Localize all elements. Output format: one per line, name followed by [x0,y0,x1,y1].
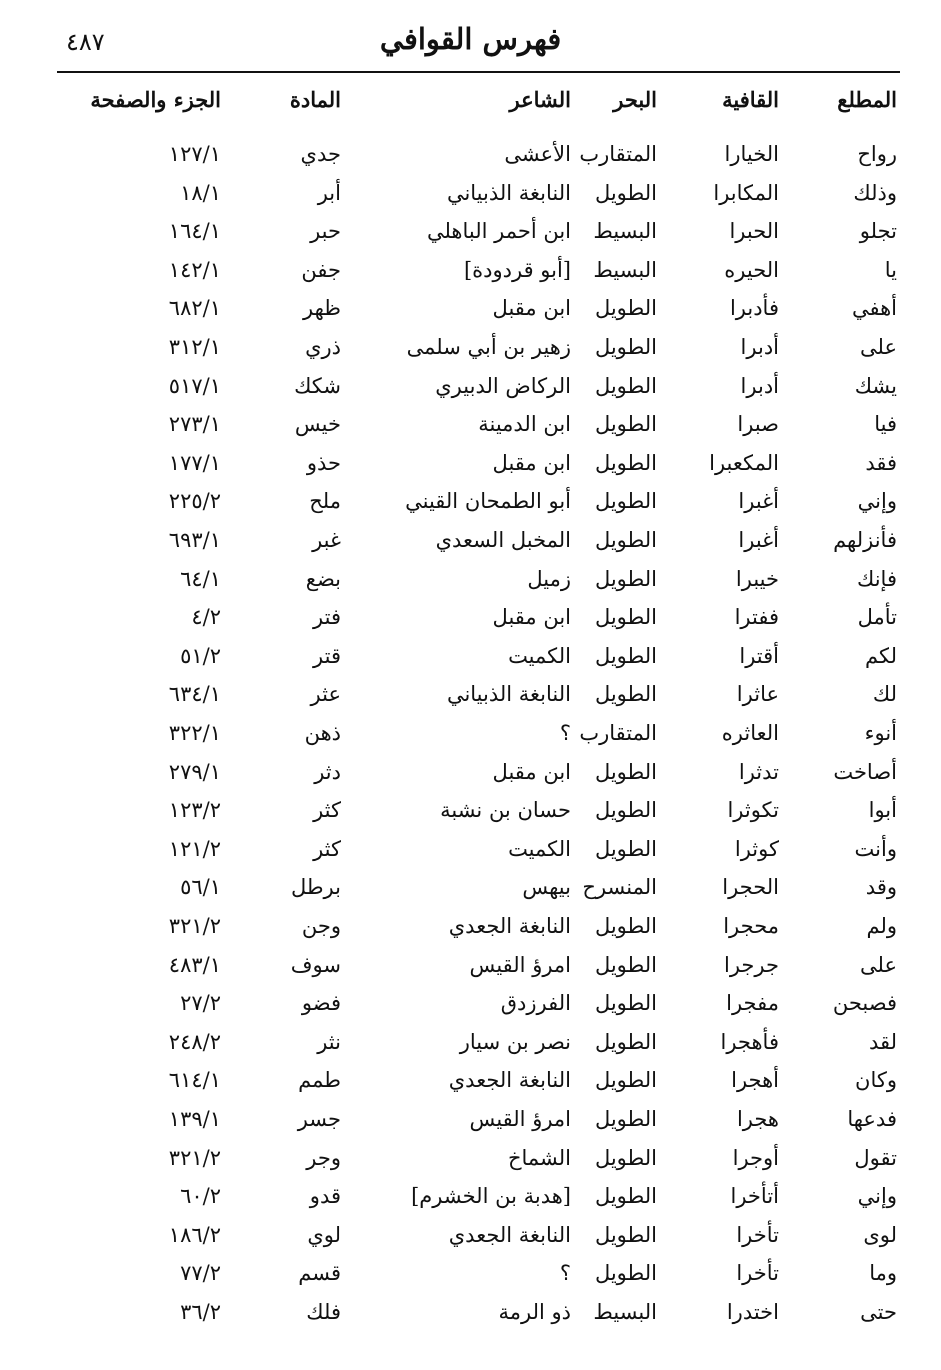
cell-ref: ٥١/٢ [180,643,221,668]
cell-root: بضع [305,566,341,591]
cell-poet: ابن مقبل [492,450,571,475]
cell-poet: [هدبة بن الخشرم] [411,1184,571,1209]
column-headers [0,82,941,118]
cell-poet: ؟ [559,1261,571,1286]
cell-poet: المخبل السعدي [435,528,571,552]
cell-opening: لك [872,682,897,707]
cell-rhyme: تدثرا [738,759,779,784]
cell-rhyme: تأخرا [736,1222,779,1247]
cell-meter: الطويل [594,1029,657,1054]
cell-opening: رواح [857,142,897,166]
cell-root: جدي [300,142,341,166]
cell-root: شكك [294,373,341,398]
cell-opening: على [860,952,897,977]
cell-root: قتر [313,643,341,668]
page-title: فهرس القوافي [379,22,562,56]
cell-meter: الطويل [594,450,657,475]
cell-poet: زهير بن أبي سلمى [406,335,571,359]
cell-rhyme: العاثره [721,721,779,745]
cell-poet: النابغة الجعدي [448,914,571,938]
table-row [0,1140,941,1176]
cell-rhyme: جرجرا [724,952,779,977]
cell-opening: وقد [865,875,897,900]
cell-root: فتر [313,605,341,630]
cell-meter: المتقارب [579,721,657,745]
cell-meter: الطويل [594,1184,657,1209]
cell-opening: أصاخت [833,759,897,784]
cell-opening: فإنك [857,566,897,591]
cell-root: كثر [313,836,341,861]
cell-poet: الكميت [508,836,571,861]
cell-ref: ٢٧/٢ [180,991,221,1016]
cell-meter: الطويل [594,798,657,823]
cell-rhyme: الخيارا [724,142,779,166]
table-row [0,869,941,905]
cell-root: برطل [290,875,341,900]
cell-ref: ١٢٣/٢ [168,798,221,823]
cell-ref: ٢٧٣/١ [168,412,221,437]
cell-ref: ٢٢٥/٢ [168,489,221,514]
cell-opening: لكم [865,643,897,668]
cell-rhyme: مفجرا [726,991,779,1016]
cell-root: قدو [309,1184,341,1209]
table-row [0,1255,941,1291]
header-ref: الجزء والصفحة [90,87,221,112]
cell-ref: ٦٠/٢ [180,1184,221,1209]
cell-poet: ؟ [559,721,571,745]
cell-meter: الطويل [594,373,657,398]
cell-ref: ١٨/١ [180,180,221,205]
cell-ref: ١٣٩/١ [168,1107,221,1131]
table-row [0,1062,941,1098]
cell-ref: ٣٢١/٢ [168,914,221,938]
cell-poet: الكميت [508,643,571,668]
cell-meter: البسيط [593,219,657,244]
cell-rhyme: أقترا [739,643,779,668]
cell-ref: ٥١٧/١ [168,373,221,398]
cell-root: ذهن [304,721,341,745]
cell-rhyme: الحيره [724,257,779,282]
cell-opening: وإني [857,1184,897,1209]
table-row [0,715,941,751]
cell-opening: وكان [855,1068,897,1093]
cell-poet: بيهس [522,875,571,900]
cell-opening: وأنت [854,836,897,861]
table-row [0,947,941,983]
cell-meter: الطويل [594,1222,657,1247]
cell-meter: الطويل [594,643,657,668]
cell-root: وجن [301,914,341,938]
cell-ref: ٢٤٨/٢ [168,1029,221,1054]
cell-rhyme: أدبرا [740,373,779,398]
cell-poet: الأعشى [504,142,571,166]
header-poet: الشاعر [509,87,571,112]
cell-opening: يا [884,257,897,282]
cell-poet: نصر بن سيار [459,1029,571,1054]
cell-root: وجر [306,1145,341,1170]
cell-meter: الطويل [594,566,657,591]
cell-poet: ابن الدمينة [478,412,571,437]
cell-root: جسر [297,1107,341,1131]
cell-poet: النابغة الجعدي [448,1068,571,1093]
header-meter: البحر [613,87,657,112]
cell-opening: أنوء [864,721,897,745]
cell-rhyme: أهجرا [731,1068,779,1093]
cell-meter: الطويل [594,180,657,205]
table-row [0,754,941,790]
table-row [0,1101,941,1137]
cell-ref: ٦٤/١ [180,566,221,591]
table-row [0,252,941,288]
cell-poet: امرؤ القيس [469,952,571,977]
cell-rhyme: الحبرا [729,219,779,244]
table-row [0,406,941,442]
table-row [0,213,941,249]
cell-rhyme: أغبرا [738,528,779,552]
cell-root: جفن [301,257,341,282]
cell-meter: الطويل [594,914,657,938]
table-row [0,368,941,404]
cell-poet: زميل [527,566,571,591]
cell-root: ظهر [303,296,341,321]
cell-ref: ٢٧٩/١ [168,759,221,784]
cell-opening: حتى [860,1300,897,1324]
cell-meter: الطويل [594,682,657,707]
cell-ref: ٣٦/٢ [180,1300,221,1324]
cell-opening: فيا [874,412,897,437]
cell-opening: فقد [865,450,897,475]
table-row [0,175,941,211]
cell-rhyme: تكوثرا [727,798,779,823]
cell-opening: على [860,335,897,359]
cell-root: لوي [307,1222,341,1247]
table-row [0,329,941,365]
cell-rhyme: كوثرا [734,836,779,861]
table-row [0,290,941,326]
table-row [0,599,941,635]
cell-ref: ٥٦/١ [180,875,221,900]
cell-ref: ٣٢٢/١ [168,721,221,745]
cell-poet: النابغة الجعدي [448,1222,571,1247]
cell-meter: الطويل [594,296,657,321]
cell-poet: ابن مقبل [492,296,571,321]
cell-ref: ١٢٧/١ [168,142,221,166]
cell-meter: الطويل [594,759,657,784]
cell-root: حبر [310,219,341,244]
table-row [0,831,941,867]
cell-opening: أهفي [851,296,897,321]
cell-root: عثر [310,682,341,707]
cell-poet: [أبو قردودة] [463,257,571,282]
cell-meter: الطويل [594,1107,657,1131]
cell-root: أبر [317,180,341,205]
cell-meter: الطويل [594,528,657,552]
cell-root: نثر [317,1029,341,1054]
cell-meter: المنسرح [582,875,657,900]
cell-ref: ١٤٢/١ [168,257,221,282]
cell-opening: ولم [866,914,897,938]
table-row [0,561,941,597]
cell-ref: ١٨٦/٢ [168,1222,221,1247]
table-row [0,985,941,1021]
table-row [0,676,941,712]
cell-opening: لقد [868,1029,897,1054]
cell-poet: أبو الطمحان القيني [405,489,571,514]
cell-rhyme: أدبرا [740,335,779,359]
cell-poet: النابغة الذبياني [446,682,571,707]
cell-rhyme: أوجرا [732,1145,779,1170]
cell-poet: الشماخ [507,1145,571,1170]
cell-rhyme: أتأخرا [730,1184,779,1209]
cell-ref: ٧٧/٢ [180,1261,221,1286]
table-row [0,908,941,944]
table-row [0,1217,941,1253]
cell-rhyme: الحجرا [722,875,779,900]
cell-ref: ٦٣٤/١ [168,682,221,707]
cell-meter: المتقارب [579,142,657,166]
cell-rhyme: هجرا [736,1107,779,1131]
cell-ref: ٤/٢ [191,605,221,630]
table-row [0,136,941,172]
table-row [0,522,941,558]
cell-meter: الطويل [594,489,657,514]
cell-root: سوف [290,952,341,977]
header-opening: المطلع [837,87,897,112]
cell-meter: الطويل [594,836,657,861]
cell-opening: وإني [857,489,897,514]
cell-opening: أبوا [868,798,897,823]
cell-rhyme: صبرا [737,412,779,437]
cell-opening: تجلو [859,219,897,244]
header-root: المادة [289,87,341,112]
cell-root: فضو [301,991,341,1016]
cell-poet: النابغة الذبياني [446,180,571,205]
cell-ref: ٣١٢/١ [168,335,221,359]
cell-rhyme: خيبرا [735,566,779,591]
cell-rhyme: اختدرا [726,1300,779,1324]
cell-poet: الفرزدق [500,991,571,1016]
cell-poet: ابن أحمر الباهلي [426,219,571,244]
cell-meter: الطويل [594,1261,657,1286]
table-row [0,483,941,519]
cell-rhyme: فأهجرا [720,1029,779,1054]
cell-root: طمم [298,1068,341,1093]
table-row [0,792,941,828]
cell-meter: الطويل [594,952,657,977]
cell-meter: الطويل [594,991,657,1016]
cell-root: ملح [309,489,341,514]
table-row [0,638,941,674]
cell-poet: حسان بن نشبة [440,798,571,823]
cell-meter: الطويل [594,1068,657,1093]
cell-rhyme: عاثرا [736,682,779,707]
cell-meter: الطويل [594,605,657,630]
cell-poet: ابن مقبل [492,605,571,630]
cell-opening: يشك [854,373,897,398]
cell-rhyme: فأدبرا [729,296,779,321]
cell-ref: ١٢١/٢ [168,836,221,861]
cell-rhyme: محجرا [723,914,779,938]
cell-root: ذري [305,335,341,359]
page-number: ٤٨٧ [66,28,105,56]
cell-meter: الطويل [594,335,657,359]
cell-rhyme: أغبرا [738,489,779,514]
cell-opening: وذلك [853,180,897,205]
cell-meter: البسيط [593,257,657,282]
cell-rhyme: المكابرا [713,180,779,205]
table-row [0,445,941,481]
cell-poet: ابن مقبل [492,759,571,784]
cell-ref: ٦٨٢/١ [168,296,221,321]
cell-ref: ٦٩٣/١ [168,528,221,552]
cell-poet: امرؤ القيس [469,1107,571,1131]
table-row [0,1024,941,1060]
cell-root: حذو [306,450,341,475]
table-row [0,1294,941,1330]
cell-ref: ١٦٤/١ [168,219,221,244]
cell-opening: تقول [854,1145,897,1170]
cell-opening: لوى [863,1222,897,1247]
cell-root: فلك [306,1300,341,1324]
cell-opening: تأمل [857,605,897,630]
cell-meter: البسيط [593,1300,657,1324]
cell-root: دثر [314,759,341,784]
cell-ref: ١٧٧/١ [168,450,221,475]
cell-poet: الركاض الدبيري [435,373,571,398]
cell-ref: ٣٢١/٢ [168,1145,221,1170]
cell-opening: فأنزلهم [833,528,897,552]
cell-ref: ٤٨٣/١ [168,952,221,977]
cell-root: خيس [294,412,341,437]
cell-opening: فصبحن [832,991,897,1016]
header-divider [57,71,900,73]
table-row [0,1178,941,1214]
cell-rhyme: ففترا [734,605,779,630]
cell-meter: الطويل [594,412,657,437]
cell-root: كثر [313,798,341,823]
cell-ref: ٦١٤/١ [168,1068,221,1093]
cell-root: غبر [312,528,341,552]
cell-opening: وما [869,1261,897,1286]
cell-rhyme: تأخرا [736,1261,779,1286]
cell-rhyme: المكعبرا [709,450,779,475]
cell-meter: الطويل [594,1145,657,1170]
cell-opening: فدعها [847,1107,897,1131]
header-rhyme: القافية [722,87,779,112]
cell-root: قسم [298,1261,341,1286]
cell-poet: ذو الرمة [498,1300,571,1324]
